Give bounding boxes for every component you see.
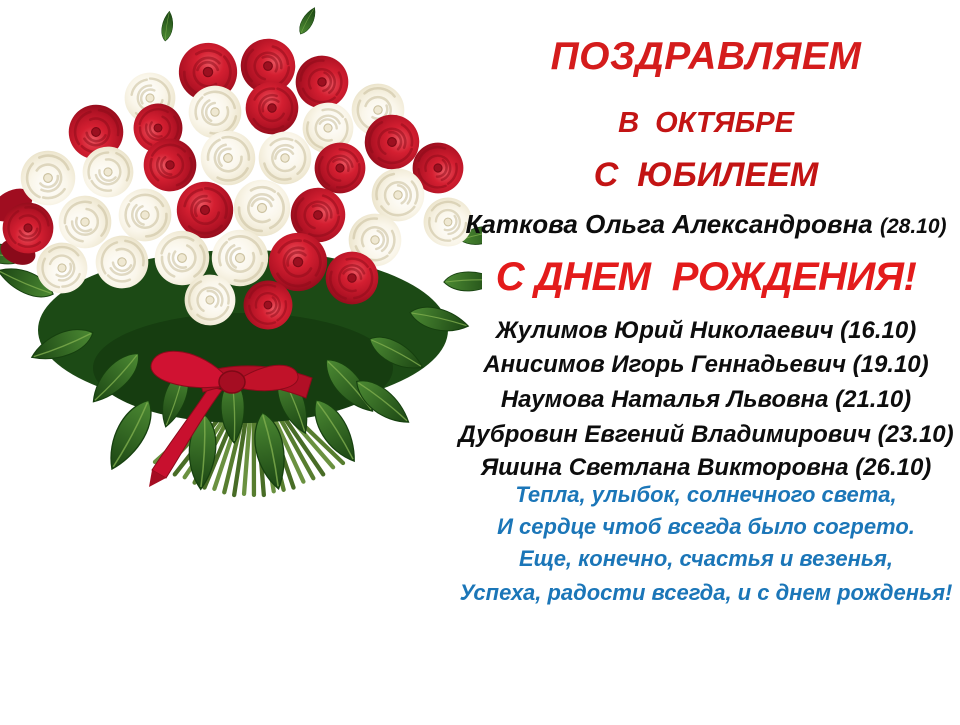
greeting-text-panel xyxy=(450,0,960,720)
bouquet-svg xyxy=(0,0,482,720)
subtitle-month: В ОКТЯБРЕ xyxy=(450,109,960,138)
jubilee-person-date: (28.10) xyxy=(880,215,947,238)
poem-line: Еще, конечно, счастья и везенья, xyxy=(450,548,960,570)
poem-line: Тепла, улыбок, солнечного света, xyxy=(450,484,960,506)
birthday-heading: С ДНЕМ РОЖДЕНИЯ! xyxy=(450,257,960,297)
birthday-person-line: Наумова Наталья Львовна (21.10) xyxy=(450,388,960,412)
birthday-person-line: Дубровин Евгений Владимирович (23.10) xyxy=(450,423,960,447)
birthday-person-line: Жулимов Юрий Николаевич (16.10) xyxy=(450,319,960,343)
poem-line: И сердце чтоб всегда было согрето. xyxy=(450,516,960,538)
title-pozdravlyaem: ПОЗДРАВЛЯЕМ xyxy=(450,37,960,76)
poem-line: Успеха, радости всегда, и с днем рожденья! xyxy=(450,582,960,604)
subtitle-jubilee: С ЮБИЛЕЕМ xyxy=(450,158,960,192)
jubilee-person-name: Каткова Ольга Александровна xyxy=(465,209,872,239)
bouquet-image xyxy=(0,0,482,720)
jubilee-person-line xyxy=(450,211,960,237)
birthday-person-line: Анисимов Игорь Геннадьевич (19.10) xyxy=(450,353,960,377)
birthday-person-line: Яшина Светлана Викторовна (26.10) xyxy=(450,456,960,480)
